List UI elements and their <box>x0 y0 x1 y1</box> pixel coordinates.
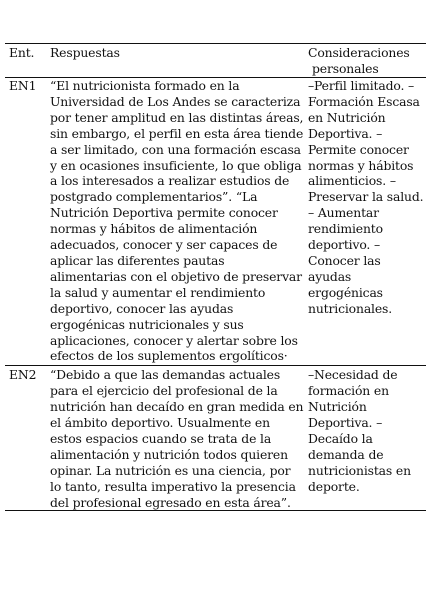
header-considerations-line1: Consideraciones <box>308 45 410 60</box>
interview-results-table <box>5 43 426 511</box>
header-row <box>5 44 426 78</box>
cell-response: “Debido a que las demandas actuales para el ejercicio del profesional de la nutrición han decaído en gran medida en el ámbito deportivo. Usualmente en estos espacios cuando se trata de la alimentación y nutrición todos quieren opinar. La nutrición es una ciencia, por lo tanto, resulta imperativo la presencia del profesional egresado en esta área”. <box>46 366 304 511</box>
header-considerations <box>304 44 426 78</box>
table-row <box>5 78 426 366</box>
cell-ent: EN2 <box>5 366 46 511</box>
header-ent: Ent. <box>5 44 46 78</box>
table-header <box>5 44 426 78</box>
table-row <box>5 366 426 511</box>
table-body <box>5 78 426 511</box>
header-considerations-line2: personales <box>312 60 379 76</box>
header-responses: Respuestas <box>46 44 304 78</box>
cell-considerations: –Necesidad de formación en Nutrición Deportiva. – Decaído la demanda de nutricionistas en deporte. <box>304 366 426 511</box>
cell-ent: EN1 <box>9 78 37 93</box>
cell-response: “El nutricionista formado en la Universidad de Los Andes se caracteriza por tener amplitud en las distintas áreas, sin embargo, el perfil en esta área tiende a ser limitado, con una formación escasa y en ocasiones insuficiente, lo que obliga a los interesados a realizar estudios de postgrado complementarios”. “La Nutrición Deportiva permite conocer normas y hábitos de alimentación adecuados, conocer y ser capaces de aplicar las diferentes pautas alimentarias con el objetivo de preservar la salud y aumentar el rendimiento deportivo, conocer las ayudas ergogénicas nutricionales y sus aplicaciones, conocer y alertar sobre los efectos de los suplementos ergolíticos· <box>50 78 304 364</box>
cell-considerations: –Perfil limitado. –Formación Escasa en Nutrición Deportiva. – Permite conocer normas y hábitos alimenticios. – Preservar la salud. – Aumentar rendimiento deportivo. – Conocer las ayudas ergogénicas nutricionales. <box>308 78 424 316</box>
